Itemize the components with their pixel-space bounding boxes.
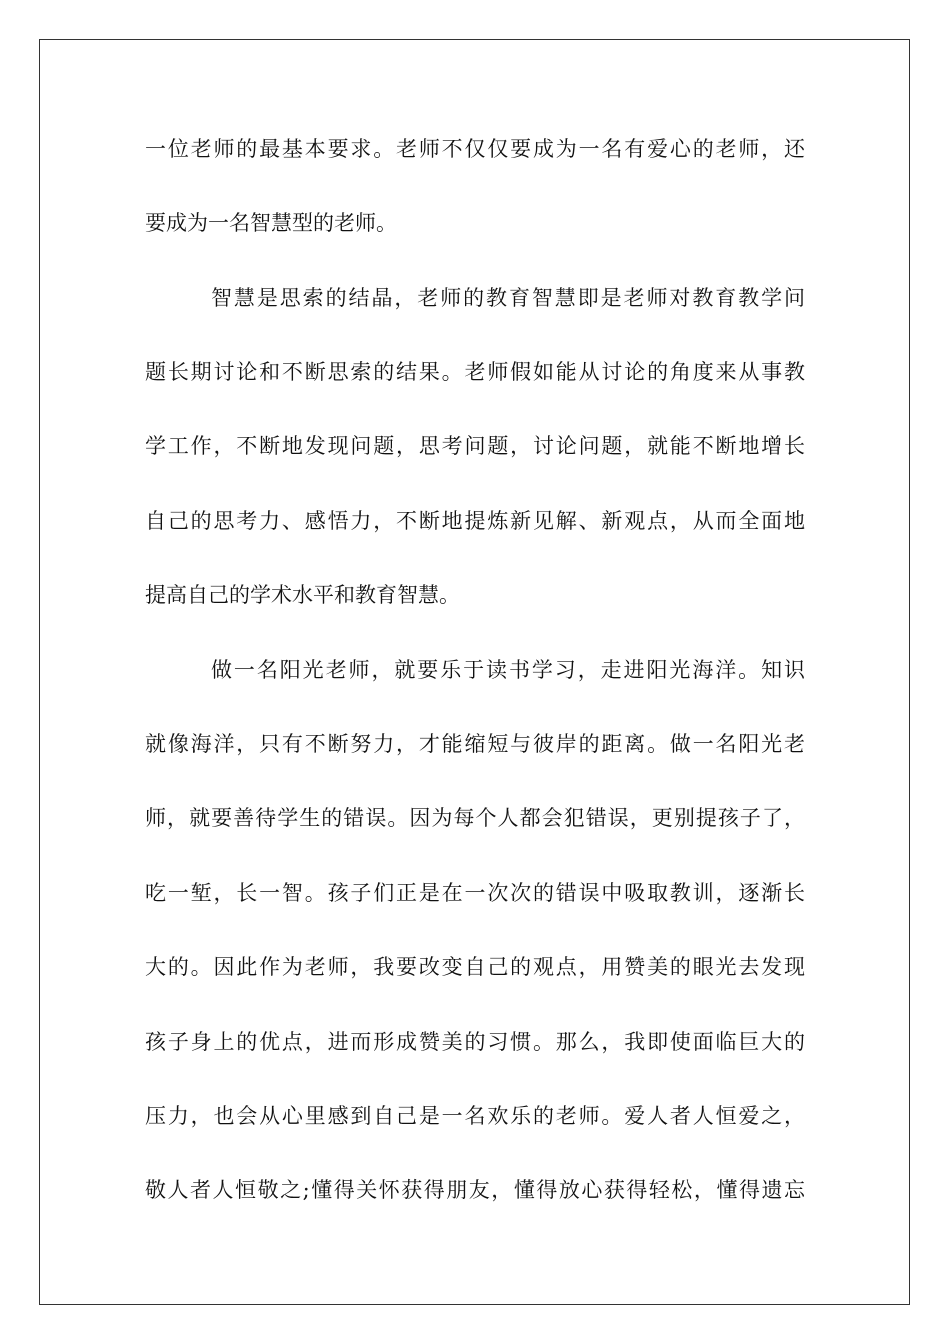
text-line: 一位老师的最基本要求。老师不仅仅要成为一名有爱心的老师，还 bbox=[145, 137, 805, 161]
text-line: 学工作，不断地发现问题，思考问题，讨论问题，就能不断地增长 bbox=[145, 434, 805, 458]
paragraph-first-line: 智慧是思索的结晶，老师的教育智慧即是老师对教育教学问 bbox=[211, 286, 805, 310]
text-line: 自己的思考力、感悟力，不断地提炼新见解、新观点，从而全面地 bbox=[145, 509, 805, 533]
text-line: 压力，也会从心里感到自己是一名欢乐的老师。爱人者人恒爱之， bbox=[145, 1104, 805, 1128]
text-line: 师，就要善待学生的错误。因为每个人都会犯错误，更别提孩子了， bbox=[145, 806, 805, 830]
text-line: 孩子身上的优点，进而形成赞美的习惯。那么，我即使面临巨大的 bbox=[145, 1030, 805, 1054]
text-line: 题长期讨论和不断思索的结果。老师假如能从讨论的角度来从事教 bbox=[145, 360, 805, 384]
text-line: 吃一堑，长一智。孩子们正是在一次次的错误中吸取教训，逐渐长 bbox=[145, 881, 805, 905]
text-line: 提高自己的学术水平和教育智慧。 bbox=[145, 583, 460, 607]
text-line: 大的。因此作为老师，我要改变自己的观点，用赞美的眼光去发现 bbox=[145, 955, 805, 979]
paragraph-first-line: 做一名阳光老师，就要乐于读书学习，走进阳光海洋。知识 bbox=[211, 658, 805, 682]
text-line: 敬人者人恒敬之;懂得关怀获得朋友，懂得放心获得轻松，懂得遗忘 bbox=[145, 1178, 805, 1202]
text-line: 就像海洋，只有不断努力，才能缩短与彼岸的距离。做一名阳光老 bbox=[145, 732, 805, 756]
text-line: 要成为一名智慧型的老师。 bbox=[145, 211, 397, 235]
